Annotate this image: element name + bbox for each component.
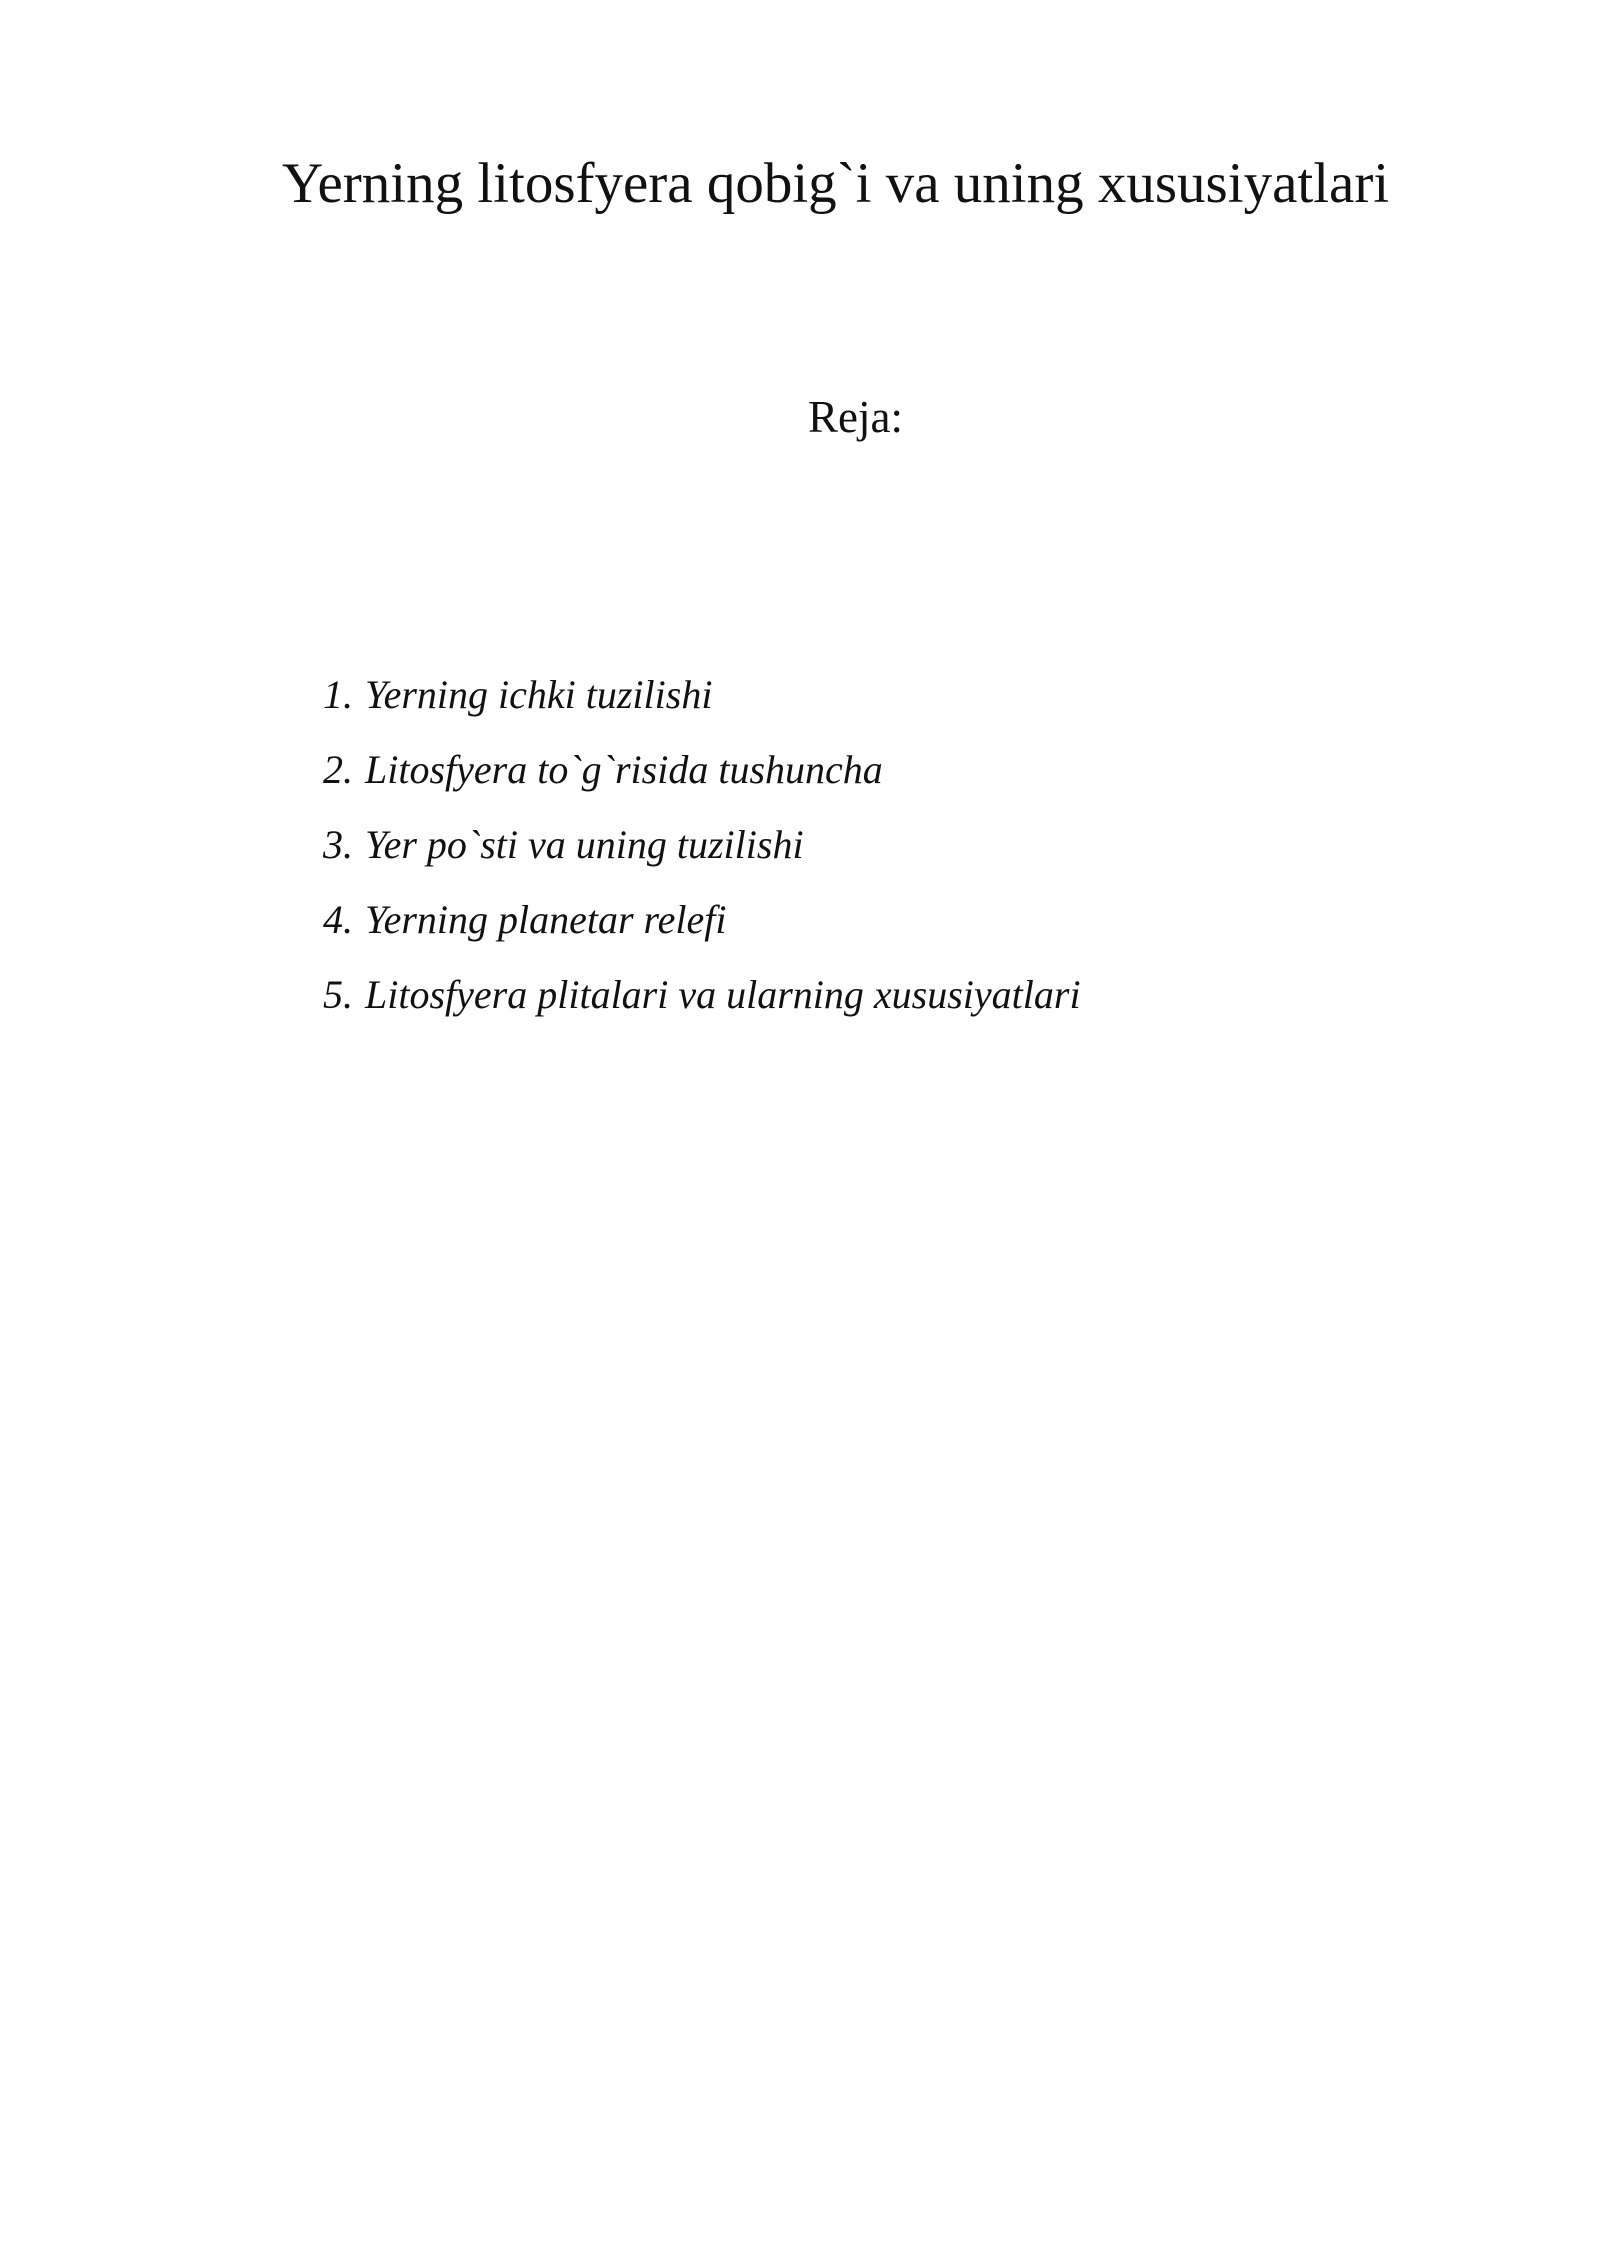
plan-item-text: Yerning planetar relefi (365, 897, 727, 942)
plan-item (323, 668, 1081, 743)
plan-item-text: Yer po`sti va uning tuzilishi (365, 822, 804, 867)
plan-item-text: Yerning ichki tuzilishi (365, 672, 713, 717)
plan-item (323, 743, 1081, 818)
plan-item-number: 1. (323, 672, 353, 717)
plan-item-text: Litosfyera to`g`risida tushuncha (365, 747, 883, 792)
plan-item-number: 3. (323, 822, 353, 867)
plan-item (323, 968, 1081, 1043)
plan-list (323, 668, 1081, 1043)
plan-item (323, 818, 1081, 893)
document-title: Yerning litosfyera qobig`i va uning xususiyatlari (282, 152, 1390, 215)
plan-item-number: 5. (323, 972, 353, 1017)
plan-item-number: 2. (323, 747, 353, 792)
plan-item-text: Litosfyera plitalari va ularning xususiyatlari (365, 972, 1081, 1017)
plan-item (323, 893, 1081, 968)
plan-item-number: 4. (323, 897, 353, 942)
plan-heading: Reja: (808, 392, 903, 442)
